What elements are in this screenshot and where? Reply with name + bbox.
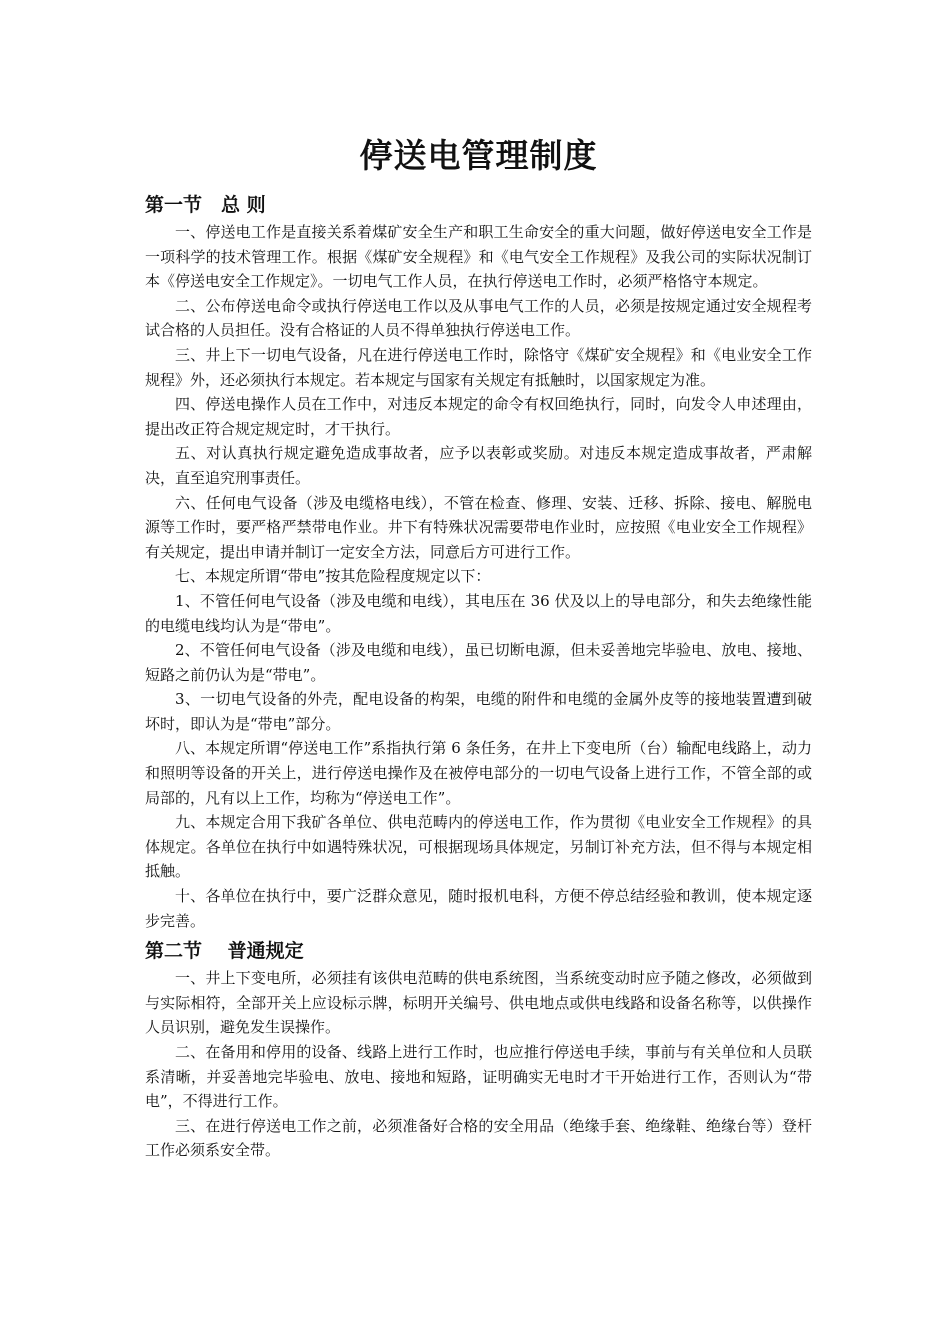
- paragraph: 十、各单位在执行中，要广泛群众意见，随时报机电科，方便不停总结经验和教训，使本规定逐步完善。: [145, 887, 812, 930]
- paragraph: 1、不管任何电气设备（涉及电缆和电线），其电压在 36 伏及以上的导电部分，和失去绝缘性能的电缆电线均认为是“带电”。: [145, 591, 812, 635]
- paragraph: 二、在备用和停用的设备、线路上进行工作时，也应推行停送电手续，事前与有关单位和人员联系清晰，并妥善地完毕验电、放电、接地和短路，证明确实无电时才干开始进行工作，否则认为“带电”，不得进行工作。: [145, 1043, 812, 1111]
- paragraph: 3、一切电气设备的外壳，配电设备的构架，电缆的附件和电缆的金属外皮等的接地装置遭到破坏时，即认为是“带电”部分。: [145, 690, 812, 733]
- paragraph: 一、停送电工作是直接关系着煤矿安全生产和职工生命安全的重大问题，做好停送电安全工作是一项科学的技术管理工作。根据《煤矿安全规程》和《电气安全工作规程》及我公司的实际状况制订本《停送电安全工作规定》。一切电气工作人员，在执行停送电工作时，必须严格恪守本规定。: [145, 223, 812, 291]
- paragraph: 九、本规定合用下我矿各单位、供电范畴内的停送电工作，作为贯彻《电业安全工作规程》的具体规定。各单位在执行中如遇特殊状况，可根据现场具体规定，另制订补充方法，但不得与本规定相抵触。: [145, 813, 812, 881]
- paragraph: 2、不管任何电气设备（涉及电缆和电线），虽已切断电源，但未妥善地完毕验电、放电、接地、短路之前仍认为是“带电”。: [145, 641, 812, 684]
- paragraph: 八、本规定所谓“停送电工作”系指执行第 6 条任务，在井上下变电所（台）输配电线路上，动力和照明等设备的开关上，进行停送电操作及在被停电部分的一切电气设备上进行工作，不管全部的或局部的，凡有以上工作，均称为“停送电工作”。: [145, 739, 812, 807]
- paragraph: 三、在进行停送电工作之前，必须准备好合格的安全用品（绝缘手套、绝缘鞋、绝缘台等）登杆工作必须系安全带。: [145, 1116, 812, 1160]
- paragraph: 六、任何电气设备（涉及电缆格电线），不管在检查、修理、安装、迁移、拆除、接电、解脱电源等工作时，要严格严禁带电作业。井下有特殊状况需要带电作业时，应按照《电业安全工作规程》有关规定，提出申请并制订一定安全方法，同意后方可进行工作。: [145, 493, 812, 561]
- section-heading: 第二节 普通规定: [145, 940, 304, 963]
- paragraph: 二、公布停送电命令或执行停送电工作以及从事电气工作的人员，必须是按规定通过安全规程考试合格的人员担任。没有合格证的人员不得单独执行停送电工作。: [145, 296, 812, 340]
- document-body: [145, 191, 812, 1163]
- paragraph: 四、停送电操作人员在工作中，对违反本规定的命令有权回绝执行，同时，向发令人申述理由，提出改正符合规定规定时，才干执行。: [145, 395, 812, 438]
- paragraph: 一、井上下变电所，必须挂有该供电范畴的供电系统图，当系统变动时应予随之修改，必须做到与实际相符，全部开关上应设标示牌，标明开关编号、供电地点或供电线路和设备名称等，以供操作人员识别，避免发生误操作。: [145, 969, 812, 1037]
- paragraph: 三、井上下一切电气设备，凡在进行停送电工作时，除恪守《煤矿安全规程》和《电业安全工作规程》外，还必须执行本规定。若本规定与国家有关规定有抵触时，以国家规定为准。: [145, 345, 812, 389]
- paragraph: 五、对认真执行规定避免造成事故者，应予以表彰或奖励。对违反本规定造成事故者，严肃解决，直至追究刑事责任。: [145, 444, 812, 487]
- section-heading: 第一节 总 则: [145, 194, 266, 216]
- paragraph: 七、本规定所谓“带电”按其危险程度规定以下：: [175, 567, 491, 586]
- document-title: 停送电管理制度: [359, 136, 598, 175]
